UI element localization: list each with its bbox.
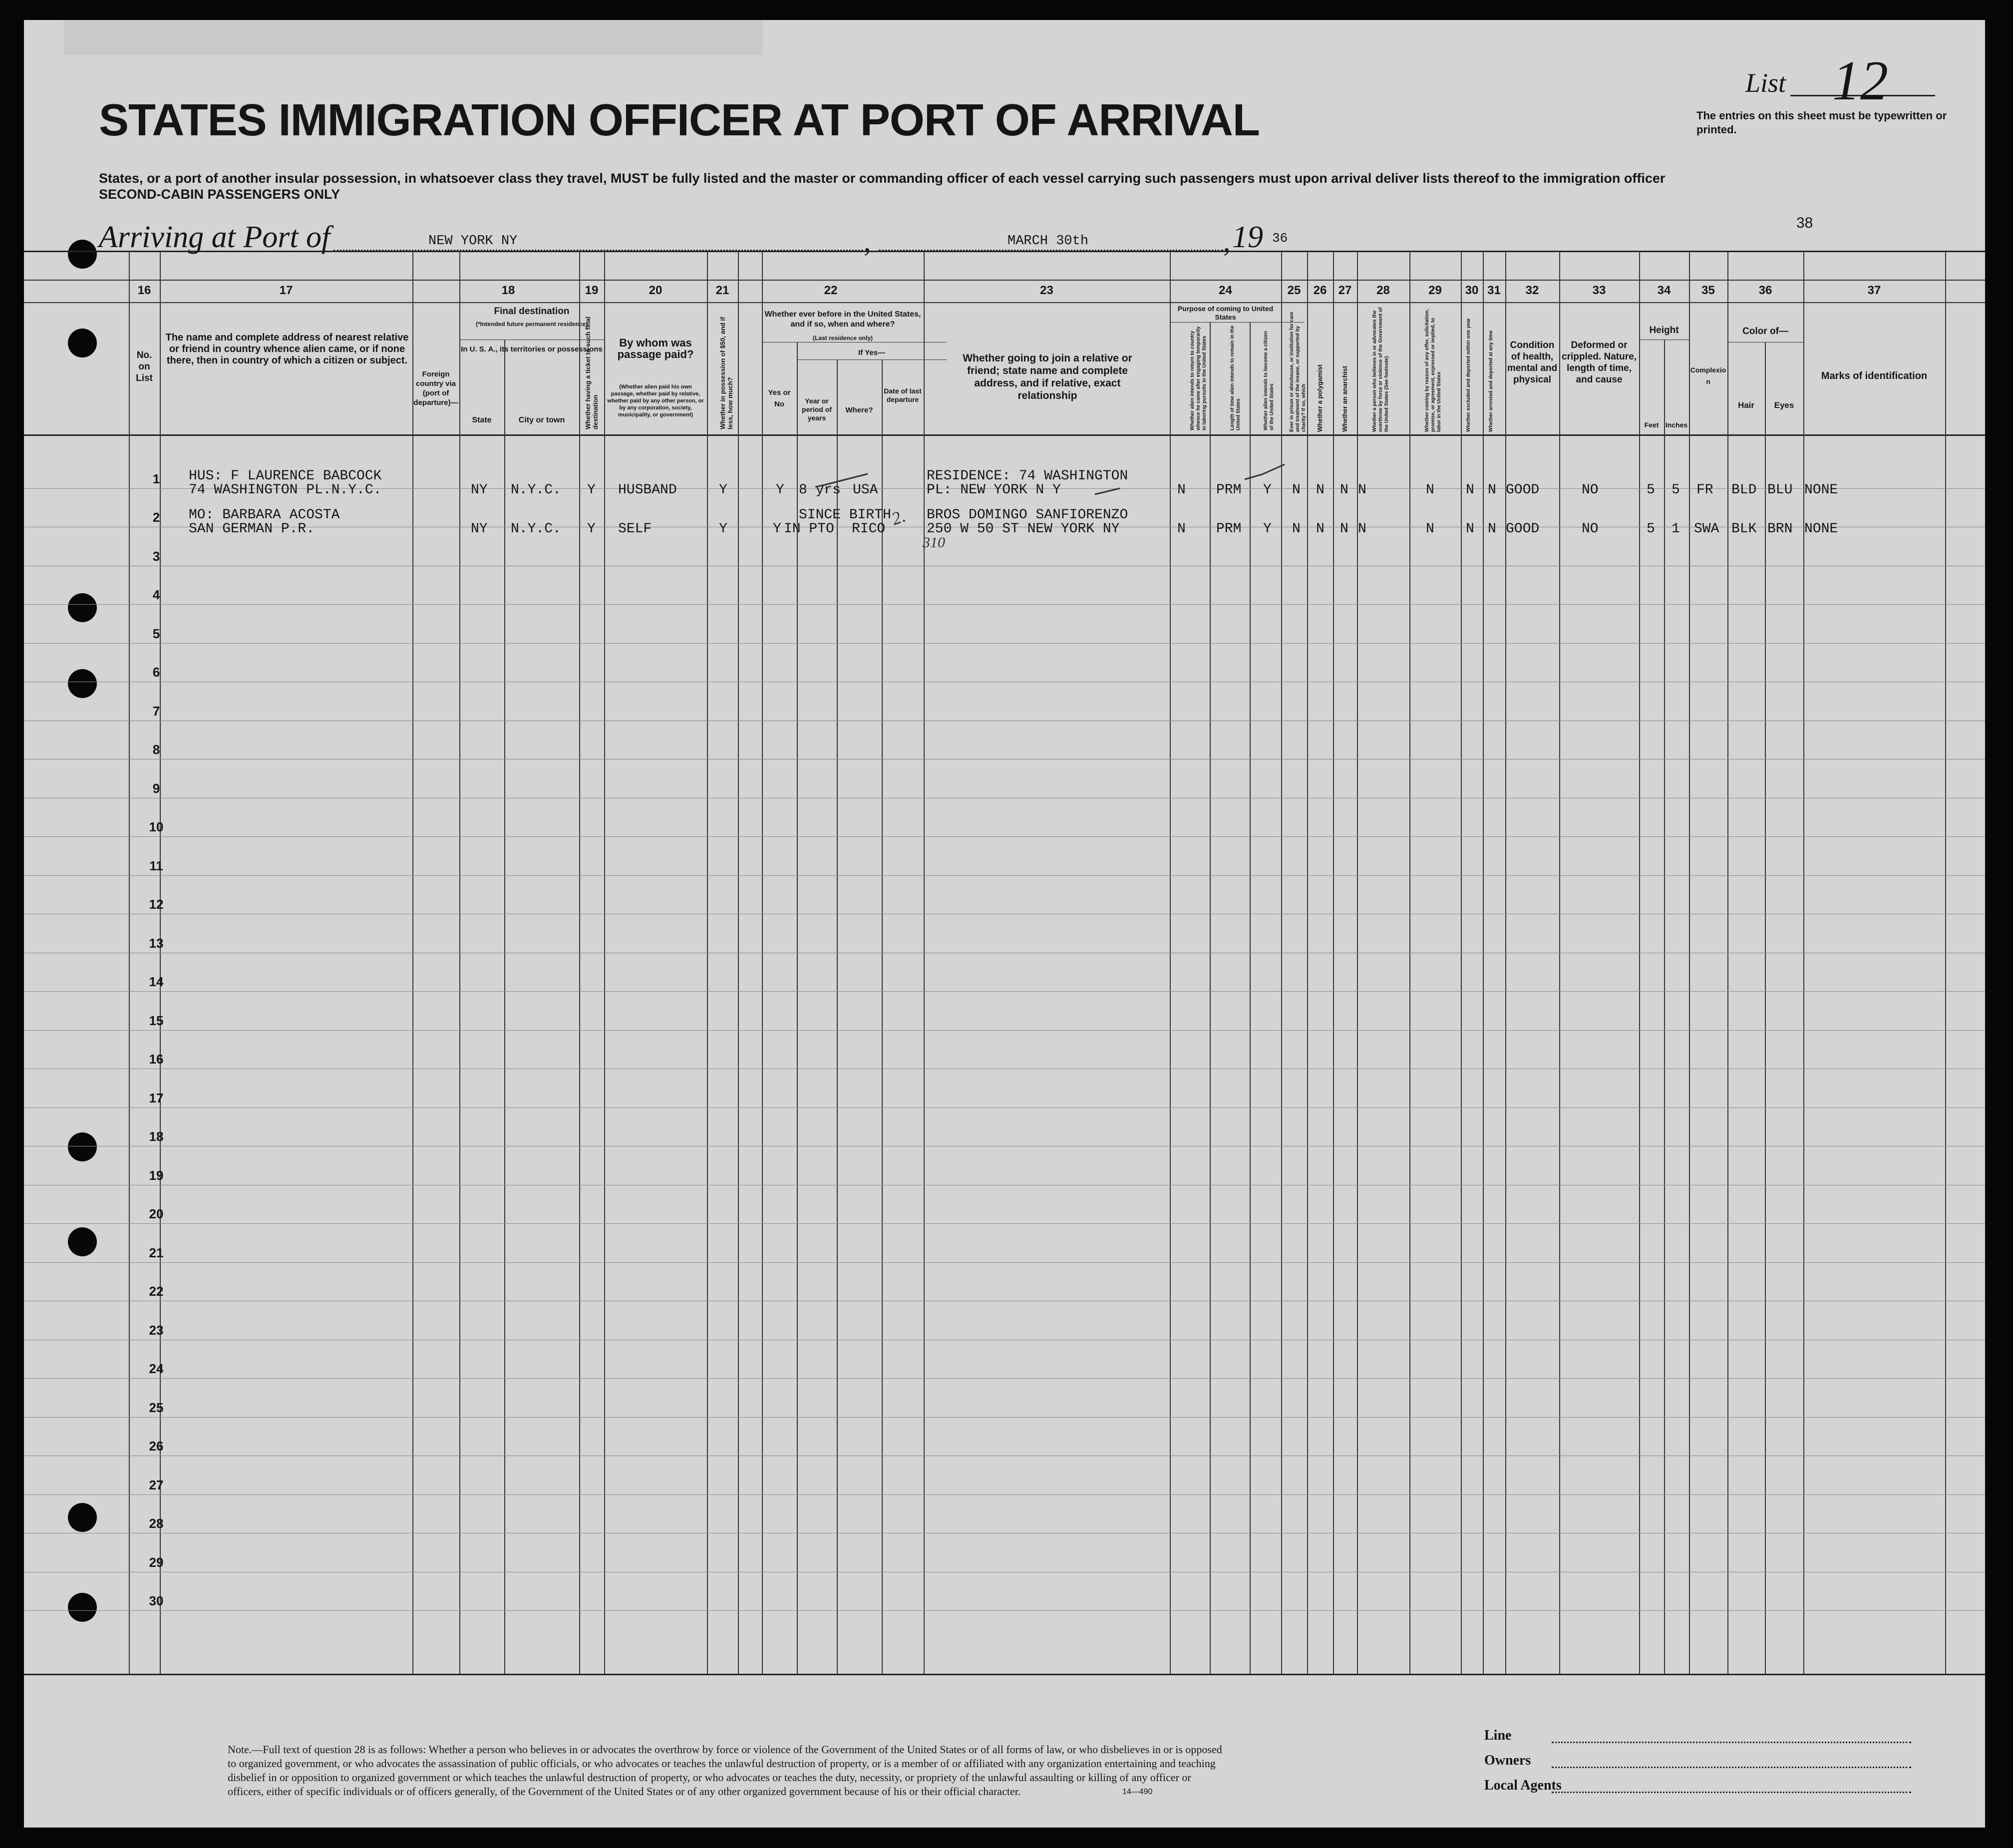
row-number: 5	[152, 626, 160, 641]
subhdr-line	[1170, 322, 1305, 323]
row1-c24b: PRM	[1216, 482, 1242, 498]
hdr-deformed: Deformed or crippled. Nature, length of time, and cause	[1562, 340, 1637, 385]
col-line	[1664, 340, 1665, 1674]
hdr-arrested: Whether arrested and deported at any time	[1488, 330, 1494, 432]
page-title: STATES IMMIGRATION OFFICER AT PORT OF ARRIVAL	[99, 95, 1260, 145]
row-number: 20	[149, 1206, 164, 1221]
binder-hole	[68, 1132, 97, 1161]
colnum: 18	[501, 284, 515, 297]
col-line	[924, 251, 925, 1674]
col-line	[1945, 251, 1946, 1674]
row1-c29: N	[1426, 482, 1434, 498]
row1-c26: N	[1316, 482, 1325, 498]
col-line	[1689, 251, 1690, 1674]
comma: ,	[1223, 225, 1231, 258]
row-rule	[24, 875, 1985, 876]
row2-c31: N	[1488, 521, 1496, 537]
binder-hole	[68, 240, 97, 269]
header-bottom-line	[24, 434, 1985, 436]
row2-c30: N	[1466, 521, 1474, 537]
binder-hole	[68, 593, 97, 622]
year-suffix: 36	[1272, 231, 1288, 246]
row2-c24c: Y	[1263, 521, 1272, 537]
col-line	[1483, 251, 1484, 1674]
row-number: 16	[149, 1052, 164, 1067]
col-line	[882, 360, 883, 1674]
colnum: 17	[279, 284, 293, 297]
row1-ticket: Y	[587, 482, 596, 498]
hdr-health: Condition of health, mental and physical	[1507, 340, 1558, 385]
colnum: 22	[824, 284, 838, 297]
row-number: 3	[152, 548, 160, 564]
binder-hole	[68, 1503, 97, 1532]
row1-relative-line2: 74 WASHINGTON PL.N.Y.C.	[189, 482, 382, 498]
stamp-number: 38	[1796, 215, 1813, 231]
colnum: 31	[1487, 284, 1501, 297]
hdr-purpose: Purpose of coming to United States	[1177, 305, 1274, 321]
manifest-sheet	[24, 20, 1985, 1828]
hdr-ever-before-sub: (Last residence only)	[812, 335, 873, 342]
binder-hole	[68, 329, 97, 358]
row2-hair: BLK	[1731, 521, 1757, 537]
col-line	[1559, 251, 1560, 1674]
colnum-line	[24, 280, 1985, 281]
row2-inches: 1	[1672, 521, 1680, 537]
hdr-anarchist: Whether an anarchist	[1341, 366, 1348, 432]
row-number: 11	[149, 858, 163, 873]
binder-hole	[68, 1593, 97, 1622]
row-number: 23	[149, 1322, 164, 1338]
handwritten-mark: 2.	[888, 505, 909, 529]
row2-eyes: BRN	[1767, 521, 1793, 537]
colnum: 16	[137, 284, 151, 297]
colnum: 20	[649, 284, 663, 297]
list-label: List	[1745, 68, 1786, 98]
row2-c26: N	[1316, 521, 1325, 537]
colnum: 29	[1428, 284, 1442, 297]
row-number: 27	[149, 1477, 164, 1492]
colnum: 35	[1701, 284, 1715, 297]
row1-feet: 5	[1647, 482, 1655, 498]
row1-health: GOOD	[1506, 482, 1540, 498]
col-line	[1307, 251, 1308, 1674]
colnum: 37	[1867, 284, 1881, 297]
date-value: MARCH 30th	[1007, 234, 1089, 249]
colnum: 32	[1525, 284, 1539, 297]
row-rule	[24, 991, 1985, 992]
hdr-purpose-length: Length of time alien intends to remain in the United States	[1230, 325, 1241, 430]
row-rule	[24, 836, 1985, 837]
hdr-join-relative: Whether going to join a relative or friend; state name and complete address, and if relative, exact relationship	[963, 353, 1132, 401]
agents-blank	[1552, 1792, 1911, 1793]
hdr-final-destination: Final destination	[494, 306, 570, 317]
col-line	[797, 342, 798, 1674]
row2-health: GOOD	[1506, 521, 1540, 537]
agents-label: Local Agents	[1484, 1778, 1562, 1793]
hdr-state: State	[472, 416, 492, 424]
row1-has-50: Y	[719, 482, 727, 498]
row-number: 28	[149, 1516, 164, 1531]
row2-relative-line2: SAN GERMAN P.R.	[189, 521, 315, 537]
row-number: 29	[149, 1554, 164, 1570]
row-number: 15	[149, 1013, 164, 1028]
hdr-purpose-citizen: Whether alien intends to become a citizen of the United States	[1263, 331, 1275, 430]
page-subtitle: States, or a port of another insular possession, in whatsoever class they travel, MUST be fully listed and the master or commanding officer of each vessel carrying such passengers must upon arrival deliver lists thereof to the immigration officer	[99, 171, 1666, 186]
row1-state: NY	[471, 482, 488, 498]
row-number: 6	[152, 665, 160, 680]
col-line	[1461, 251, 1462, 1674]
port-value: NEW YORK NY	[428, 234, 518, 249]
row2-join-line1: BROS DOMINGO SANFIORENZO	[927, 507, 1128, 523]
row2-before-since: SINCE BIRTH	[799, 507, 891, 523]
hdr-city: City or town	[518, 416, 565, 424]
row-number: 10	[149, 819, 164, 834]
col-line	[1250, 322, 1251, 1674]
row-number: 14	[149, 974, 164, 989]
row-number: 17	[149, 1090, 164, 1106]
hdr-passage-paid-sub: (Whether alien paid his own passage, whether paid by relative, whether paid by any other person, or by any corporation, society, municipality, or government)	[607, 384, 704, 418]
colnum: 21	[715, 284, 729, 297]
col-line	[1639, 251, 1640, 1674]
row-rule	[24, 1030, 1985, 1031]
row-number: 26	[149, 1439, 164, 1454]
row-number: 7	[152, 703, 160, 719]
row2-before-years: IN PTO	[784, 521, 834, 537]
colnum: 26	[1313, 284, 1327, 297]
colnum: 34	[1657, 284, 1671, 297]
row2-before-where: RICO	[852, 521, 886, 537]
list-number: 12	[1832, 50, 1888, 112]
hdr-excluded: Whether excluded and deported within one year	[1466, 318, 1471, 432]
row-number: 19	[149, 1167, 164, 1183]
col-line	[1170, 251, 1171, 1674]
hdr-where: Where?	[845, 406, 873, 414]
row1-join-line2: PL: NEW YORK N Y	[927, 482, 1061, 498]
owners-blank	[1552, 1767, 1911, 1768]
header-top-line	[24, 302, 1985, 303]
row1-inches: 5	[1672, 482, 1680, 498]
colnum: 19	[585, 284, 599, 297]
hdr-polygamist: Whether a polygamist	[1316, 364, 1324, 432]
hdr-passage-paid: By whom was passage paid?	[617, 337, 694, 361]
col-line	[1765, 342, 1766, 1674]
row1-c24c: Y	[1263, 482, 1272, 498]
comma: ,	[864, 225, 871, 258]
row1-c25: N	[1292, 482, 1301, 498]
row1-complexion: FR	[1696, 482, 1713, 498]
year-prefix: 19	[1232, 220, 1263, 254]
row2-has-50: Y	[719, 521, 727, 537]
row-number: 21	[149, 1245, 164, 1260]
footnote: Note.—Full text of question 28 is as follows: Whether a person who believes in or advocates the overthrow by force or violence of the Government of the United States or of all forms of law, or who disbelieves in or is opposed to organized government, or who advocates the assassination of public officials, or who advocates or teaches the unlawful destruction of property, or is a member of or affiliated with any organization entertaining and teaching disbelief in or opposition to organized government or which teaches the unlawful destruction of property, or who advocates or teaches the duty, necessity, or propriety of the unlawful assaulting or killing of any officer or officers, either of specific individuals or of officers generally, of the Government of the United States or of any other organized government because of his or their official character.	[228, 1743, 1222, 1798]
hdr-marks: Marks of identification	[1821, 370, 1928, 381]
row1-eyes: BLU	[1767, 482, 1793, 498]
col-line	[1333, 251, 1334, 1674]
hdr-ticket: Whether having a ticket to such final destination	[584, 316, 599, 429]
hdr-final-destination-sub: (*Intended future permanent residence)	[475, 321, 588, 328]
hdr-ever-before: Whether ever before in the United States, and if so, when and where?	[764, 310, 921, 329]
entries-note: The entries on this sheet must be typewritten or printed.	[1696, 109, 1947, 136]
row-rule	[24, 1378, 1985, 1379]
colnum: 28	[1376, 284, 1390, 297]
row-rule	[24, 1610, 1985, 1611]
hdr-yes-no: Yes or No	[768, 388, 791, 408]
row1-deformed: NO	[1582, 482, 1599, 498]
colnum: 23	[1040, 284, 1053, 297]
form-number: 14—490	[1122, 1788, 1153, 1796]
col-line	[504, 340, 505, 1674]
hdr-year-period: Year or period of years	[802, 397, 832, 422]
row-number: 22	[149, 1284, 164, 1299]
owners-label: Owners	[1484, 1753, 1531, 1768]
row-number: 8	[152, 742, 160, 757]
row-number: 1	[152, 471, 160, 486]
row2-c24a: N	[1177, 521, 1186, 537]
colnum: 25	[1287, 284, 1301, 297]
hdr-hair: Hair	[1737, 400, 1755, 410]
row1-before-years: 8 yrs	[799, 482, 841, 498]
row2-feet: 5	[1647, 521, 1655, 537]
row-number: 18	[149, 1129, 164, 1144]
hdr-if-yes: If Yes—	[858, 349, 885, 357]
col-line	[579, 251, 580, 1674]
hdr-feet: Feet	[1644, 421, 1659, 429]
row2-complexion: SWA	[1694, 521, 1719, 537]
row-rule	[24, 1262, 1985, 1263]
table-bottom-border	[24, 1674, 1985, 1675]
hdr-possession-50: Whether in possession of $50, and if less, how much?	[719, 317, 734, 429]
colnum: 24	[1219, 284, 1232, 297]
torn-top-band	[64, 20, 763, 55]
col-line	[1409, 251, 1410, 1674]
hdr-nearest-relative: The name and complete address of nearest relative or friend in country whence alien came, or if none there, then in country of which a citizen or subject.	[165, 332, 409, 366]
row2-before-yes: Y	[773, 521, 781, 537]
col-line	[1210, 322, 1211, 1674]
row1-relative-line1: HUS: F LAURENCE BABCOCK	[189, 468, 382, 484]
row2-c28: N	[1358, 521, 1366, 537]
hdr-date-departure: Date of last departure	[884, 387, 922, 403]
row2-c29: N	[1426, 521, 1434, 537]
row1-c30: N	[1466, 482, 1474, 498]
row-rule	[24, 643, 1985, 644]
row1-c24a: N	[1177, 482, 1186, 498]
row-number: 24	[149, 1361, 164, 1376]
col-line	[412, 251, 413, 1674]
row2-ticket: Y	[587, 521, 596, 537]
row-rule	[24, 1494, 1985, 1495]
row1-marks: NONE	[1804, 482, 1838, 498]
handwritten-mark: 310	[923, 534, 945, 551]
row-number: 13	[149, 935, 164, 951]
hdr-color-of: Color of—	[1742, 326, 1788, 337]
colnum: 30	[1465, 284, 1479, 297]
line-blank	[1552, 1742, 1911, 1743]
arriving-label: Arriving at Port of	[99, 220, 331, 254]
row-number: 4	[152, 587, 160, 602]
col-line	[1803, 251, 1804, 1674]
col-line	[1727, 251, 1728, 1674]
binder-hole	[68, 669, 97, 698]
row2-join-line2: 250 W 50 ST NEW YORK NY	[927, 521, 1120, 537]
line-label: Line	[1484, 1728, 1512, 1743]
colnum: 36	[1758, 284, 1772, 297]
row1-before-yes: Y	[776, 482, 784, 498]
class-note: SECOND-CABIN PASSENGERS ONLY	[99, 187, 340, 202]
row-rule	[24, 604, 1985, 605]
colnum: 33	[1592, 284, 1606, 297]
col-line	[129, 251, 130, 1674]
colnum: 27	[1338, 284, 1352, 297]
row-rule	[24, 1223, 1985, 1224]
col-line	[604, 251, 605, 1674]
row1-paid-by: HUSBAND	[618, 482, 677, 498]
row1-before-where: USA	[853, 482, 878, 498]
row1-c31: N	[1488, 482, 1496, 498]
table-top-border	[24, 251, 1985, 252]
row-number: 12	[149, 897, 164, 912]
hdr-foreign-country: Foreign country via (port of departure)—	[413, 370, 458, 407]
row2-paid-by: SELF	[618, 521, 652, 537]
hdr-overthrow: Whether a person who believes in or advocates the overthrow by force or violence of the Government of the United States (See footnote)	[1372, 307, 1389, 432]
hdr-labor-offer: Whether coming by reason of any offer, solicitation, promise, or agreement, expressed or implied, to labor in the United States	[1424, 309, 1442, 432]
hdr-eyes: Eyes	[1774, 400, 1794, 410]
col-line	[707, 251, 708, 1674]
row2-city: N.Y.C.	[511, 521, 561, 537]
row2-deformed: NO	[1582, 521, 1599, 537]
hdr-inches: Inches	[1665, 421, 1688, 429]
hdr-prison: Ever in prison or almshouse, or institution for care and treatment of the insane, or supported by charity? If so, which	[1289, 312, 1307, 432]
hdr-complexion: Complexion	[1690, 366, 1726, 385]
check-mark	[1242, 459, 1287, 489]
binder-hole	[68, 1227, 97, 1256]
row1-join-line1: RESIDENCE: 74 WASHINGTON	[927, 468, 1128, 484]
col-line	[738, 251, 739, 1674]
row2-state: NY	[471, 521, 488, 537]
row-number: 25	[149, 1400, 164, 1415]
row-number: 2	[152, 510, 160, 525]
row1-c28: N	[1358, 482, 1366, 498]
row1-c27: N	[1340, 482, 1348, 498]
hdr-purpose-return: Whether alien intends to return to country whence he came after engaging temporarily in laboring pursuits in the United States	[1190, 326, 1207, 430]
row2-marks: NONE	[1804, 521, 1838, 537]
hdr-height: Height	[1649, 325, 1679, 336]
row2-relative-line1: MO: BARBARA ACOSTA	[189, 507, 340, 523]
row1-city: N.Y.C.	[511, 482, 561, 498]
row-number: 9	[152, 780, 160, 796]
col-line	[160, 251, 161, 1674]
check-mark	[1092, 484, 1122, 499]
check-mark	[813, 472, 873, 492]
col-line	[459, 251, 460, 1674]
col-line	[837, 360, 838, 1674]
col-line	[1357, 251, 1358, 1674]
row2-c25: N	[1292, 521, 1301, 537]
hdr-in-usa: In U. S. A., its territories or possessions	[461, 345, 603, 354]
row2-c27: N	[1340, 521, 1348, 537]
row-number: 30	[149, 1593, 164, 1608]
row1-hair: BLD	[1731, 482, 1757, 498]
hdr-no-on-list: No. on List	[136, 350, 153, 383]
row2-c24b: PRM	[1216, 521, 1242, 537]
col-line	[762, 251, 763, 1674]
row-rule	[24, 1417, 1985, 1418]
col-line	[1505, 251, 1506, 1674]
